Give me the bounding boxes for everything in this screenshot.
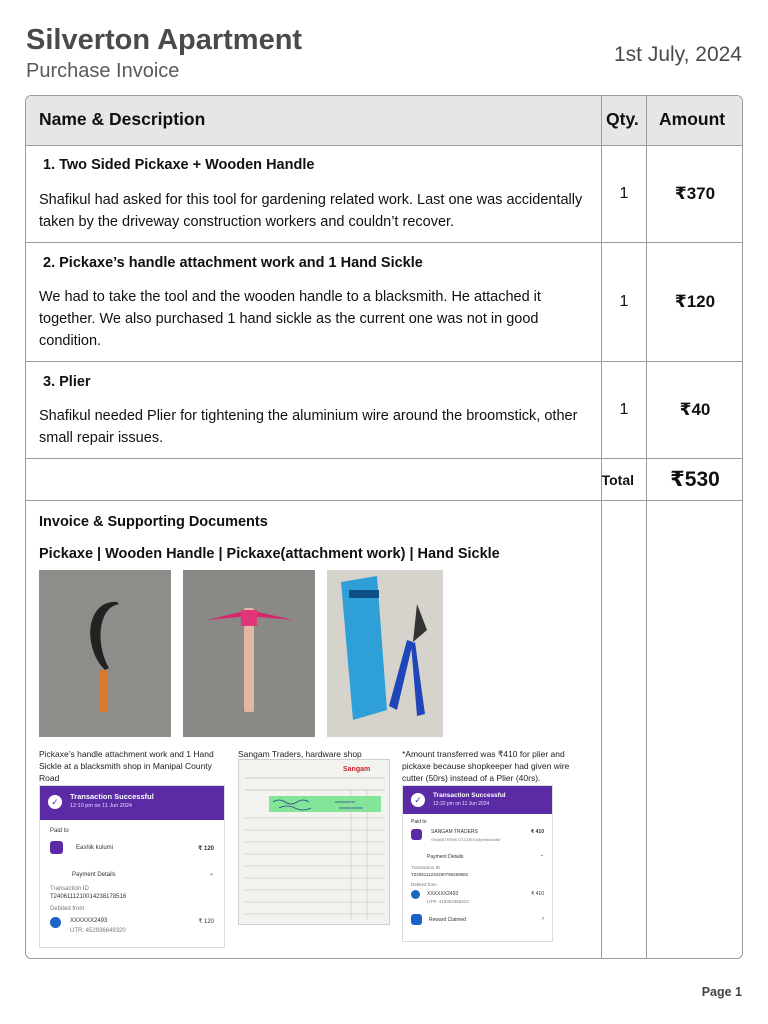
pickaxe-photo	[183, 570, 315, 737]
payee-name: SANGAM TRADERS	[431, 829, 478, 835]
payee-upi-id: SHABATRS96727223010@yesbankltd	[431, 837, 500, 842]
payment-receipt	[402, 785, 553, 942]
item-qty: 1	[619, 185, 629, 202]
transaction-id: T2406111210014238178516	[50, 894, 127, 900]
payment-details-label: Payment Details	[72, 872, 116, 878]
item-amount: ₹120	[674, 292, 716, 311]
invoice-subtitle: Purchase Invoice	[26, 60, 180, 82]
column-divider	[646, 96, 647, 958]
row-divider	[26, 500, 742, 501]
receipt-status: Transaction Successful	[70, 792, 154, 801]
payee-icon	[411, 829, 422, 840]
paid-to-label: Paid to	[50, 828, 69, 834]
chevron-down-icon: ⌄	[539, 852, 544, 858]
total-label: Total	[601, 472, 634, 488]
item-amount: ₹370	[674, 184, 716, 203]
item-title: 3. Plier	[43, 374, 91, 390]
paid-to-label: Paid to	[411, 819, 427, 825]
payee-icon	[50, 841, 63, 854]
total-amount: ₹530	[670, 468, 720, 491]
receipt-caption: Pickaxe’s handle attachment work and 1 Hand Sickle at a blacksmith shop in Manipal County Road	[39, 749, 214, 783]
item-qty: 1	[619, 401, 629, 418]
hardware-bill-photo	[238, 759, 390, 925]
receipt-header	[40, 786, 224, 820]
item-description: Shafikul had asked for this tool for gardening related work. Last one was accidentally taken by the driveway construction workers and couldn’t recover.	[39, 192, 583, 230]
item-qty: 1	[619, 293, 629, 310]
item-title: 2. Pickaxe’s handle attachment work and 1 Hand Sickle	[43, 255, 423, 271]
debited-from-label: Debited from	[50, 906, 85, 912]
debit-amount: ₹ 120	[198, 919, 214, 925]
item-amount: ₹40	[679, 400, 711, 419]
row-divider	[26, 361, 742, 362]
debit-amount: ₹ 410	[531, 891, 544, 897]
bank-icon	[50, 917, 61, 928]
payee-amount: ₹ 410	[530, 829, 544, 835]
column-header-name: Name & Description	[39, 109, 206, 129]
payment-details-label: Payment Details	[427, 854, 464, 860]
debited-from-label: Debited from	[411, 882, 437, 887]
receipt-time: 12:10 pm on 11 Jun 2024	[70, 803, 132, 809]
sickle-photo	[39, 570, 171, 737]
receipt-status: Transaction Successful	[433, 792, 506, 799]
column-divider	[601, 96, 602, 958]
invoice-title: Silverton Apartment	[26, 24, 303, 56]
payee-amount: ₹ 120	[198, 846, 214, 852]
row-divider	[26, 242, 742, 243]
reward-icon	[411, 914, 422, 925]
chevron-down-icon: ⌄	[208, 871, 214, 877]
row-divider	[26, 458, 742, 459]
bill-brand: Sangam	[343, 766, 371, 773]
transaction-id: T2406111232280786269682	[411, 872, 469, 877]
item-description: We had to take the tool and the wooden handle to a blacksmith. He attached it together. We also purchased 1 hand sickle as the current one was not in good condition.	[39, 289, 541, 349]
utr-number: UTR: 416304465412	[427, 899, 469, 904]
transaction-id-label: Transaction ID	[411, 865, 441, 870]
column-header-qty: Qty.	[606, 109, 639, 129]
documents-heading: Invoice & Supporting Documents	[39, 514, 268, 530]
account-number: XXXXXX2493	[70, 918, 108, 924]
payment-receipt	[39, 785, 225, 948]
plier-photo	[327, 570, 443, 737]
page-number: Page 1	[701, 985, 742, 999]
receipt-caption: *Amount transferred was ₹410 for plier and pickaxe because shopkeeper had given wire cutter (50rs) instead of a Plier (40rs).	[402, 749, 570, 783]
payee-name: Eashik kulumi	[76, 845, 114, 851]
column-header-amount: Amount	[659, 109, 726, 129]
transaction-id-label: Transaction ID	[50, 886, 89, 892]
receipt-caption: Sangam Traders, hardware shop	[238, 749, 362, 759]
item-description: Shafikul needed Plier for tightening the aluminium wire around the broomstick, other small repair issues.	[39, 408, 578, 446]
receipt-time: 12:32 pm on 11 Jun 2024	[433, 801, 490, 807]
item-title: 1. Two Sided Pickaxe + Wooden Handle	[43, 157, 315, 173]
check-icon: ✓	[48, 795, 62, 809]
receipt-header	[403, 786, 552, 814]
check-icon: ✓	[411, 793, 425, 807]
utr-number: UTR: 452936649320	[70, 928, 126, 934]
chevron-right-icon: ›	[542, 916, 544, 922]
photos-caption: Pickaxe | Wooden Handle | Pickaxe(attachment work) | Hand Sickle	[39, 546, 500, 562]
invoice-date: 1st July, 2024	[613, 43, 742, 66]
row-divider	[26, 145, 742, 146]
account-number: XXXXXX2493	[427, 891, 459, 897]
bank-icon	[411, 890, 420, 899]
reward-label: Reward Claimed	[429, 917, 466, 923]
invoice-table	[25, 95, 743, 959]
